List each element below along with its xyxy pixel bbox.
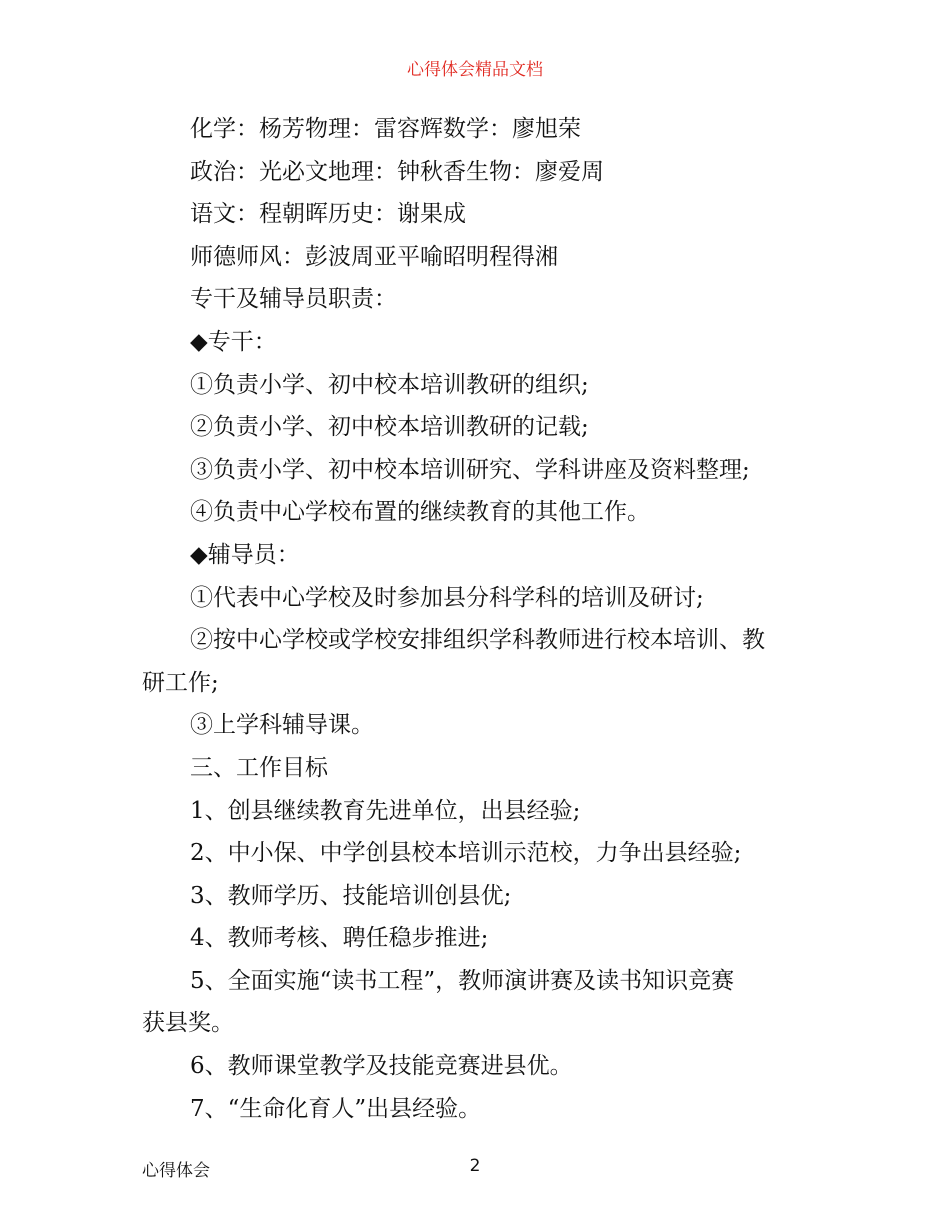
list-item: ③负责小学、初中校本培训研究、学科讲座及资料整理; bbox=[190, 456, 750, 483]
footer-text: 心得体会 bbox=[142, 1161, 210, 1181]
subsection-heading: ◆辅导员： bbox=[190, 541, 300, 568]
paragraph-line: 语文：程朝晖历史：谢果成 bbox=[190, 201, 466, 228]
list-item-continuation: 研工作; bbox=[142, 669, 219, 696]
list-item: ③上学科辅导课。 bbox=[190, 712, 374, 739]
list-item: ①代表中心学校及时参加县分科学科的培训及研讨; bbox=[190, 584, 704, 611]
list-item: ④负责中心学校布置的继续教育的其他工作。 bbox=[190, 499, 650, 526]
page-number: 2 bbox=[469, 1156, 481, 1176]
list-item: ①负责小学、初中校本培训教研的组织; bbox=[190, 371, 589, 398]
section-heading: 专干及辅导员职责： bbox=[190, 286, 397, 313]
list-item: ②负责小学、初中校本培训教研的记载; bbox=[190, 414, 589, 441]
list-item: 2、中小保、中学创县校本培训示范校，力争出县经验; bbox=[190, 840, 742, 867]
list-item: 5、全面实施“读书工程”，教师演讲赛及读书知识竞赛 bbox=[190, 967, 735, 994]
paragraph-line: 师德师风：彭波周亚平喻昭明程得湘 bbox=[190, 243, 558, 270]
paragraph-line: 化学：杨芳物理：雷容辉数学：廖旭荣 bbox=[190, 116, 581, 142]
subsection-heading: ◆专干： bbox=[190, 328, 277, 355]
document-body bbox=[142, 108, 822, 1130]
list-item-continuation: 获县奖。 bbox=[142, 1010, 234, 1037]
paragraph-line: 政治：光必文地理：钟秋香生物：廖爱周 bbox=[190, 158, 604, 185]
list-item: 3、教师学历、技能培训创县优; bbox=[190, 882, 512, 909]
section-heading: 三、工作目标 bbox=[190, 754, 328, 781]
list-item: 6、教师课堂教学及技能竞赛进县优。 bbox=[190, 1053, 573, 1080]
page-header-title: 心得体会精品文档 bbox=[407, 60, 543, 80]
list-item: ②按中心学校或学校安排组织学科教师进行校本培训、教 bbox=[190, 627, 765, 654]
list-item: 7、“生命化育人”出县经验。 bbox=[190, 1095, 482, 1122]
list-item: 1、创县继续教育先进单位，出县经验; bbox=[190, 797, 581, 824]
list-item: 4、教师考核、聘任稳步推进; bbox=[190, 925, 489, 952]
